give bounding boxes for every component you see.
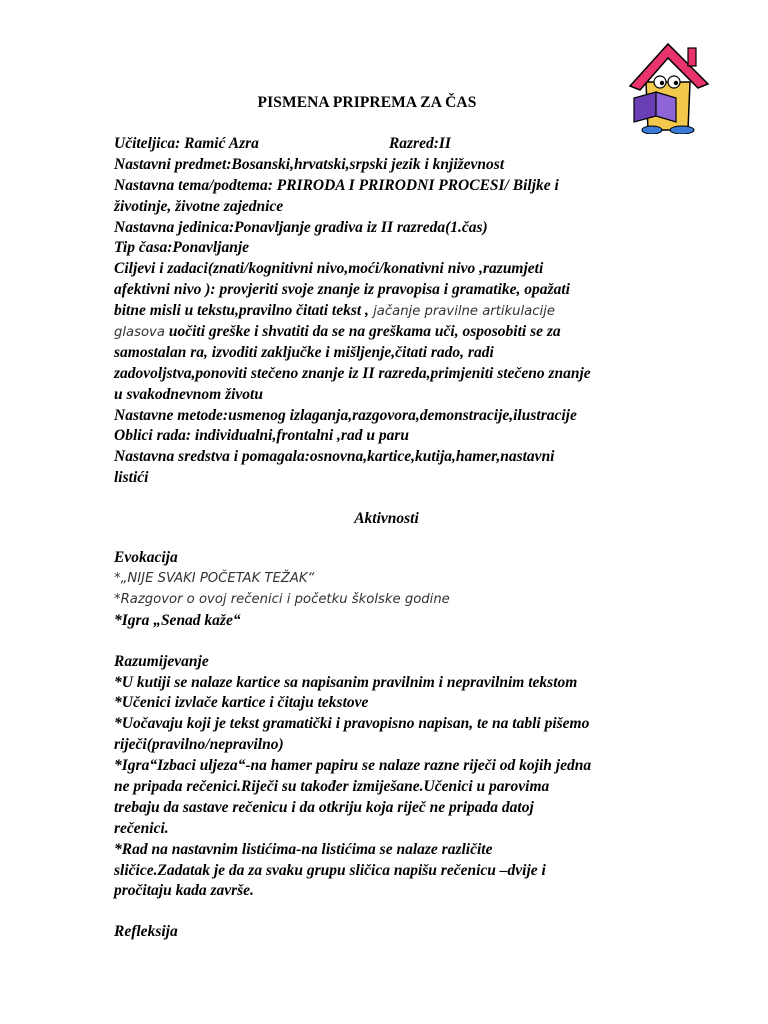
activities-heading: Aktivnosti: [354, 510, 419, 528]
topic-line-2: životinje, životne zajednice: [114, 197, 284, 215]
razumijevanje-item-3-line-2: riječi(pravilno/nepravilno): [114, 736, 284, 754]
type-line: Tip časa:Ponavljanje: [114, 239, 250, 257]
razumijevanje-item-4-line-2: ne pripada rečenici.Riječi su također izmiješane.Učenici u parovima: [114, 777, 550, 795]
goals-line-7: u svakodnevnom životu: [114, 385, 263, 403]
unit-line: Nastavna jedinica:Ponavljanje gradiva iz II razreda(1.čas): [114, 218, 488, 236]
goals-line-2: afektivni nivo ): provjeriti svoje znanje iz pravopisa i gramatike, opažati: [114, 281, 570, 299]
page-title: PISMENA PRIPREMA ZA ČAS: [257, 94, 477, 111]
evokacija-heading: Evokacija: [114, 549, 178, 567]
means-line-2: listići: [114, 469, 149, 487]
means-line-1: Nastavna sredstva i pomagala:osnovna,kartice,kutija,hamer,nastavni: [114, 448, 555, 466]
razumijevanje-item-5-line-2: sličice.Zadatak je da za svaku grupu sličica napišu rečenicu –dvije i: [114, 861, 546, 879]
goals-line-3-light: jačanje pravilne artikulacije: [368, 304, 555, 320]
goals-line-1: Ciljevi i zadaci(znati/kognitivni nivo,moći/konativni nivo ,razumjeti: [114, 260, 544, 278]
grade-label: Razred:II: [388, 135, 451, 152]
goals-line-6: zadovoljstva,ponoviti stečeno znanje iz II razreda,primjeniti stečeno znanje: [114, 364, 591, 382]
topic-line-1: Nastavna tema/podtema: PRIRODA I PRIRODNI PROCESI/ Biljke i: [114, 176, 559, 194]
razumijevanje-item-1: *U kutiji se nalaze kartice sa napisanim pravilnim i nepravilnim tekstom: [114, 673, 578, 691]
razumijevanje-item-3-line-1: *Uočavaju koji je tekst gramatički i pravopisno napisan, te na tabli pišemo: [114, 715, 590, 733]
razumijevanje-item-4-line-1: *Igra“Izbaci uljeza“-na hamer papiru se nalaze razne riječi od kojih jedna: [114, 757, 592, 775]
razumijevanje-item-5-line-3: pročitaju kada završe.: [114, 882, 254, 900]
razumijevanje-item-2: *Učenici izvlače kartice i čitaju tekstove: [114, 694, 369, 712]
reading-house-mascot-icon: [626, 38, 712, 134]
teacher-grade-line: [114, 134, 659, 155]
evokacija-item-3: *Igra „Senad kaže“: [114, 611, 241, 629]
razumijevanje-item-4-line-4: rečenici.: [114, 819, 169, 837]
goals-line-4-light: glasova: [114, 325, 165, 341]
goals-line-5: samostalan ra, izvoditi zaključke i mišljenje,čitati rado, radi: [114, 343, 494, 361]
evokacija-item-2: *Razgovor o ovoj rečenici i početku školske godine: [114, 591, 450, 607]
subject-line: Nastavni predmet:Bosanski,hrvatski,srpski jezik i književnost: [114, 155, 505, 173]
teacher-label: Učiteljica: Ramić Azra: [114, 135, 259, 152]
refleksija-heading: Refleksija: [114, 923, 178, 941]
goals-line-3-bold: bitne misli u tekstu,pravilno čitati tekst ,: [114, 302, 369, 320]
razumijevanje-item-4-line-3: trebaju da sastave rečenicu i da otkriju koja riječ ne pripada datoj: [114, 798, 534, 816]
methods-line: Nastavne metode:usmenog izlaganja,razgovora,demonstracije,ilustracije: [114, 406, 577, 424]
goals-line-4-bold: uočiti greške i shvatiti da se na greškama uči, osposobiti se za: [164, 323, 561, 341]
lesson-plan-body: [114, 134, 659, 943]
goals-line-4: [114, 322, 659, 343]
razumijevanje-item-5-line-1: *Rad na nastavnim listićima-na listićima se nalaze različite: [114, 840, 493, 858]
forms-line: Oblici rada: individualni,frontalni ,rad u paru: [114, 427, 409, 445]
evokacija-item-1: *„NIJE SVAKI POČETAK TEŽAK“: [114, 570, 315, 586]
goals-line-3: [114, 301, 659, 322]
razumijevanje-heading: Razumijevanje: [114, 652, 209, 670]
